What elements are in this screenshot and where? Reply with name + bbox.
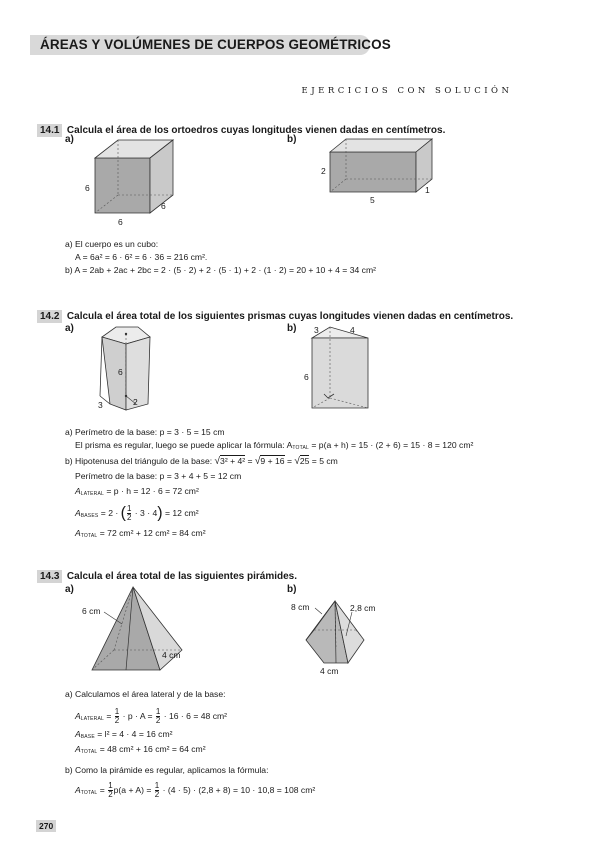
solution-text: = (245, 456, 255, 466)
exercise-question: Calcula el área total de las siguientes pirámides. (66, 571, 298, 582)
fraction: $\frac{1}{2}$ (154, 781, 160, 799)
cube-figure (80, 136, 190, 231)
solution-text: = p(a + h) = 15 · (2 + 6) = 15 · 8 = 120 cm² (309, 440, 474, 450)
solution-text: a) Perímetro de la base: p = 3 · 5 = 15 cm (65, 427, 225, 437)
pyramid-edge-label: 8 cm (291, 602, 310, 612)
solution-line (75, 527, 206, 542)
solution-line (75, 708, 227, 725)
pentagonal-pyramid-figure (290, 598, 400, 678)
solution-text: a) Calculamos el área lateral y de la base: (65, 689, 226, 699)
pyramid-apothem-label: 2,8 cm (350, 603, 376, 613)
cube-height-label: 6 (85, 183, 90, 193)
fraction: $\frac{1}{2}$ (108, 781, 113, 799)
prism-cathetus-label: 4 (350, 325, 355, 335)
solution-text: A (75, 744, 81, 754)
exercise-14-3-heading (37, 566, 297, 584)
solution-text: = 2 · (98, 507, 121, 518)
solution-text: · 16 · 6 = 48 cm² (161, 710, 228, 721)
exercise-number: 14.1 (37, 124, 62, 137)
prism-side-label: 3 (98, 400, 103, 410)
solution-text: A (75, 486, 81, 496)
figure-label-a: a) (65, 134, 74, 145)
prism-apothem-label: 2 (133, 397, 138, 407)
page-title: ÁREAS Y VOLÚMENES DE CUERPOS GEOMÉTRICOS (40, 37, 391, 52)
subscript: BASE (80, 734, 95, 740)
solution-text: · p · A = (120, 710, 155, 721)
pyramid-apothem-label: 6 cm (82, 606, 101, 616)
fraction: $\frac{1}{2}$ (126, 504, 132, 522)
radicand: 3² + 4² (220, 456, 246, 466)
subscript: TOTAL (80, 533, 98, 539)
solution-line (75, 782, 315, 799)
solution-text: = 12 cm² (162, 507, 199, 518)
figure-label-b: b) (287, 323, 297, 334)
pyramid-base-label: 4 cm (162, 650, 181, 660)
solution-text: = (97, 784, 108, 795)
figure-label-a: a) (65, 584, 74, 595)
cuboid-width-label: 5 (370, 195, 375, 205)
subscript: BASES (80, 512, 99, 519)
solution-text: a) El cuerpo es un cubo: (65, 239, 159, 249)
solution-text: = 72 cm² + 12 cm² = 84 cm² (97, 528, 206, 538)
solution-line (75, 743, 206, 758)
exercise-number: 14.2 (37, 310, 62, 323)
subscript: TOTAL (292, 445, 310, 451)
solution-line: $A_{BASES} = 2$ · ( $\frac{1}{2}$ · 3 · 4) = 12 cm² (75, 504, 199, 522)
solution-text: = l² = 4 · 4 = 16 cm² (94, 729, 173, 739)
solution-text: A (75, 507, 81, 518)
exercise-14-2-heading (37, 306, 513, 324)
solution-text: = (284, 456, 295, 466)
pentagonal-prism-figure (92, 324, 162, 416)
solution-text: = 5 cm (309, 456, 338, 466)
pyramid-base-label: 4 cm (320, 666, 339, 676)
subscript: LATERAL (80, 491, 104, 497)
solution-text: = p · h = 12 · 6 = 72 cm² (104, 486, 199, 496)
square-pyramid-figure (78, 584, 198, 676)
exercise-question: Calcula el área total de los siguientes prismas cuyas longitudes vienen dadas en centímetros. (66, 311, 514, 322)
solution-text: = 48 cm² + 16 cm² = 64 cm² (97, 744, 206, 754)
solution-text: b) Hipotenusa del triángulo de la base: (65, 456, 215, 466)
solution-text: A = 6a² = 6 · 6² = 6 · 36 = 216 cm². (75, 252, 208, 262)
solution-text: El prisma es regular, luego se puede aplicar la fórmula: A (75, 440, 293, 450)
subscript: TOTAL (80, 789, 98, 796)
fraction: $\frac{1}{2}$ (114, 707, 120, 725)
solution-text: A (75, 710, 81, 721)
solution-line (75, 728, 173, 743)
solution-text: A (75, 784, 81, 795)
figure-label-b: b) (287, 584, 297, 595)
subscript: TOTAL (80, 749, 98, 755)
cuboid-height-label: 2 (321, 166, 326, 176)
solution-text: Perímetro de la base: p = 3 + 4 + 5 = 12 cm (75, 471, 242, 481)
solution-text: A (75, 528, 81, 538)
solution-line (75, 439, 473, 454)
section-subheading: EJERCICIOS CON SOLUCIÓN (301, 86, 513, 96)
solution-text: b) Como la pirámide es regular, aplicamos la fórmula: (65, 765, 269, 775)
solution-line: b) Hipotenusa del triángulo de la base: √3² + 4² = √9 + 16 = √25 = 5 cm (65, 456, 338, 467)
exercise-question: Calcula el área de los ortoedros cuyas longitudes vienen dadas en centímetros. (66, 125, 446, 136)
fraction: $\frac{1}{2}$ (155, 707, 161, 725)
cuboid-depth-label: 1 (425, 185, 430, 195)
solution-line (75, 485, 199, 500)
solution-text: · (4 · 5) · (2,8 + 8) = 10 · 10,8 = 108 cm² (160, 784, 316, 795)
solution-text: A (75, 729, 81, 739)
solution-text: = (104, 710, 114, 721)
solution-text: · 3 · 4 (132, 507, 158, 518)
triangular-prism-figure (300, 322, 380, 414)
subscript: LATERAL (80, 715, 104, 722)
radicand: 25 (299, 456, 310, 466)
radicand: 9 + 16 (260, 456, 285, 466)
solution-text: p(a + A) = (113, 784, 154, 795)
prism-height-label: 6 (118, 367, 123, 377)
prism-height-label: 6 (304, 372, 309, 382)
figure-label-b: b) (287, 134, 297, 145)
solution-text: b) A = 2ab + 2ac + 2bc = 2 · (5 · 2) + 2 · (5 · 1) + 2 · (1 · 2) = 20 + 10 + 4 = 34 cm² (65, 265, 376, 275)
prism-cathetus-label: 3 (314, 325, 319, 335)
exercise-number: 14.3 (37, 570, 62, 583)
cube-depth-label: 6 (161, 201, 166, 211)
figure-label-a: a) (65, 323, 74, 334)
cuboid-figure (318, 136, 443, 211)
page-number: 270 (36, 820, 56, 832)
cube-width-label: 6 (118, 217, 123, 227)
